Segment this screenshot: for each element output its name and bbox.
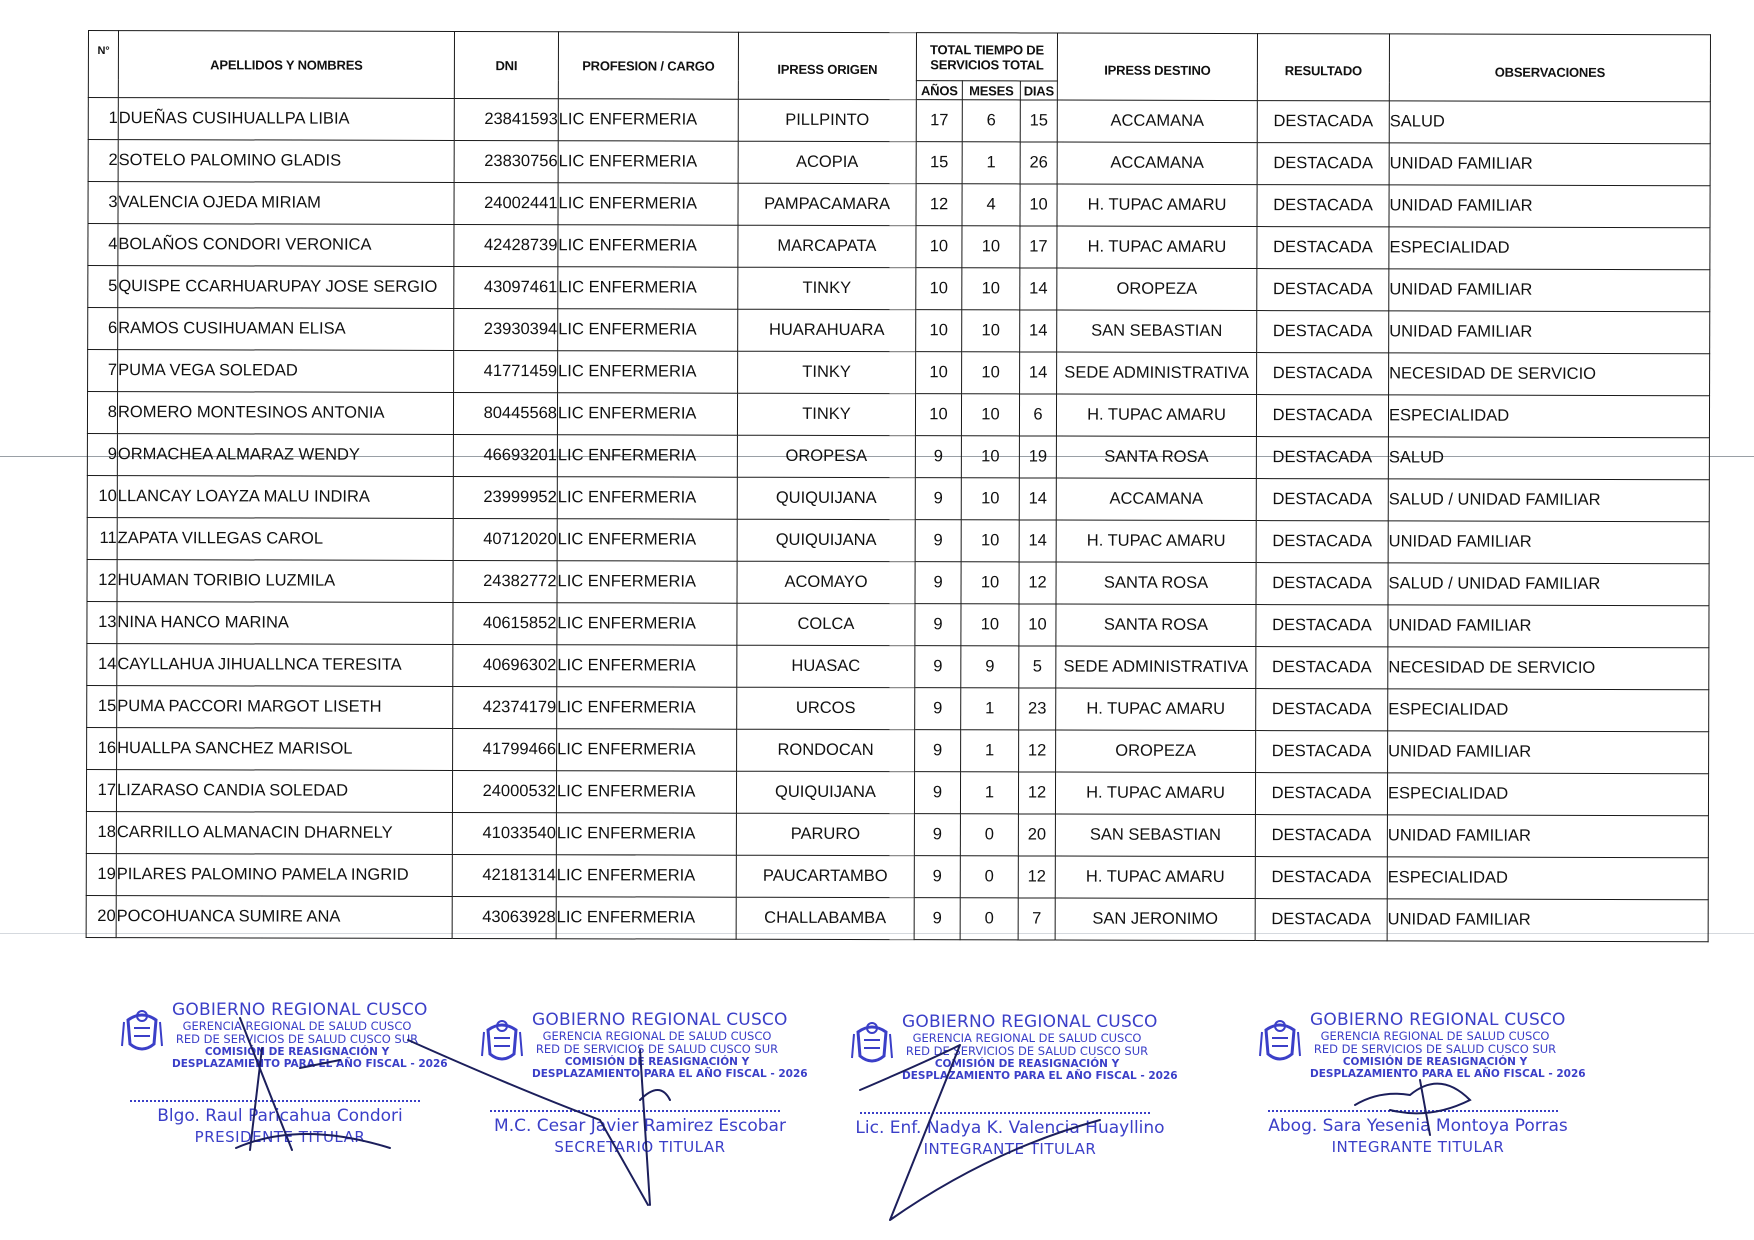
employee-profession: LIC ENFERMERIA [557,729,737,771]
employee-dni: 42181314 [452,854,556,896]
employee-dni: 41771459 [454,350,558,392]
service-days: 12 [1018,856,1055,898]
stamp-dept: GERENCIA REGIONAL DE SALUD CUSCO [542,1029,772,1043]
service-days: 12 [1018,772,1055,814]
result-status: DESTACADA [1257,227,1389,269]
ipress-destination: SAN JERONIMO [1055,898,1255,941]
header-name: APELLIDOS Y NOMBRES [118,31,454,99]
ipress-origin: PILLPINTO [738,99,916,141]
service-years: 10 [916,226,962,268]
stamp-dept: GERENCIA REGIONAL DE SALUD CUSCO [912,1031,1142,1045]
result-status: DESTACADA [1256,605,1388,647]
service-years: 10 [915,394,961,436]
service-days: 14 [1020,352,1057,394]
observations: SALUD / UNIDAD FAMILIAR [1388,563,1709,606]
signer-role: SECRETARIO TITULAR [554,1138,726,1156]
stamp-network: RED DE SERVICIOS DE SALUD CUSCO SUR [905,1044,1149,1058]
stamp-dept: GERENCIA REGIONAL DE SALUD CUSCO [182,1019,412,1033]
ipress-destination: H. TUPAC AMARU [1056,520,1256,563]
ipress-destination: ACCAMANA [1057,100,1257,143]
employee-profession: LIC ENFERMERIA [558,141,738,183]
service-months: 10 [961,520,1019,562]
observations: SALUD [1389,101,1710,144]
ipress-origin: COLCA [737,603,915,645]
employee-profession: LIC ENFERMERIA [558,99,738,141]
employee-dni: 42428739 [454,224,558,266]
ipress-destination: OROPEZA [1057,268,1257,311]
service-years: 9 [914,898,960,940]
service-days: 17 [1020,226,1057,268]
employee-dni: 23841593 [454,98,558,140]
header-profession: PROFESION / CARGO [558,32,738,99]
employee-name: BOLAÑOS CONDORI VERONICA [118,224,454,267]
observations: UNIDAD FAMILIAR [1388,521,1709,564]
service-days: 19 [1019,436,1056,478]
stamp-commission: COMISIÓN DE REASIGNACIÓN Y [204,1046,390,1058]
employee-dni: 42374179 [453,686,557,728]
signer-role: PRESIDENTE TITULAR [194,1128,366,1146]
service-months: 0 [960,856,1018,898]
ipress-destination: H. TUPAC AMARU [1055,772,1255,815]
employee-profession: LIC ENFERMERIA [556,897,736,939]
header-dni: DNI [454,31,558,98]
row-number: 15 [87,685,117,727]
ipress-destination: H. TUPAC AMARU [1055,856,1255,899]
ipress-destination: SANTA ROSA [1056,436,1256,479]
service-months: 0 [960,814,1018,856]
result-status: DESTACADA [1256,563,1388,605]
result-status: DESTACADA [1257,269,1389,311]
service-days: 10 [1020,184,1057,226]
header-result: RESULTADO [1257,34,1389,101]
ipress-origin: RONDOCAN [737,729,915,771]
result-status: DESTACADA [1256,437,1388,479]
service-years: 9 [915,562,961,604]
ipress-origin: OROPESA [737,435,915,477]
employee-name: LIZARASO CANDIA SOLEDAD [116,770,452,813]
result-status: DESTACADA [1255,815,1387,857]
service-months: 10 [961,394,1019,436]
stamp-period: DESPLAZAMIENTO PARA EL AÑO FISCAL - 2026 [1310,1068,1586,1080]
employee-profession: LIC ENFERMERIA [558,183,738,225]
result-status: DESTACADA [1257,101,1389,143]
result-status: DESTACADA [1256,731,1388,773]
result-status: DESTACADA [1256,521,1388,563]
observations: ESPECIALIDAD [1388,395,1709,438]
stamp-commission: COMISIÓN DE REASIGNACIÓN Y [1342,1056,1528,1068]
ipress-origin: HUASAC [737,645,915,687]
result-status: DESTACADA [1256,647,1388,689]
employee-name: ROMERO MONTESINOS ANTONIA [117,392,453,435]
ipress-destination: H. TUPAC AMARU [1057,184,1257,227]
ipress-destination: H. TUPAC AMARU [1057,226,1257,269]
service-months: 1 [960,772,1018,814]
service-days: 14 [1020,310,1057,352]
ipress-origin: ACOMAYO [737,561,915,603]
employee-name: NINA HANCO MARINA [117,602,453,645]
signer-role: INTEGRANTE TITULAR [1331,1138,1505,1156]
row-number: 9 [87,433,117,475]
row-number: 13 [87,601,117,643]
service-days: 12 [1019,730,1056,772]
service-days: 20 [1018,814,1055,856]
employee-dni: 43063928 [452,896,556,938]
stamp-period: DESPLAZAMIENTO PARA EL AÑO FISCAL - 2026 [532,1068,808,1080]
employee-name: PUMA PACCORI MARGOT LISETH [117,686,453,729]
row-number: 8 [87,392,117,434]
ipress-destination: OROPEZA [1056,730,1256,773]
row-number: 12 [87,559,117,601]
observations: UNIDAD FAMILIAR [1388,605,1709,648]
result-status: DESTACADA [1256,479,1388,521]
service-years: 9 [915,730,961,772]
signer-name: Abog. Sara Yesenia Montoya Porras [1268,1116,1568,1136]
service-days: 10 [1019,604,1056,646]
employee-profession: LIC ENFERMERIA [557,645,737,687]
ipress-destination: H. TUPAC AMARU [1056,394,1256,437]
row-number: 4 [88,224,118,266]
stamp-period: DESPLAZAMIENTO PARA EL AÑO FISCAL - 2026 [172,1058,448,1070]
service-days: 14 [1020,268,1057,310]
employee-profession: LIC ENFERMERIA [558,351,738,393]
service-days: 5 [1019,646,1056,688]
employee-name: RAMOS CUSIHUAMAN ELISA [118,308,454,351]
ipress-origin: URCOS [737,687,915,729]
stamp-network: RED DE SERVICIOS DE SALUD CUSCO SUR [535,1042,779,1056]
ipress-origin: MARCAPATA [738,225,916,267]
ipress-origin: TINKY [738,351,916,393]
ipress-destination: SAN SEBASTIAN [1057,310,1257,353]
header-months: MESES [962,81,1020,100]
employee-name: CARRILLO ALMANACIN DHARNELY [116,812,452,855]
service-years: 17 [916,100,962,142]
ipress-origin: CHALLABAMBA [736,897,914,939]
result-status: DESTACADA [1257,143,1389,185]
employee-dni: 40696302 [453,644,557,686]
stamp-period: DESPLAZAMIENTO PARA EL AÑO FISCAL - 2026 [902,1070,1178,1082]
result-status: DESTACADA [1257,185,1389,227]
employee-name: QUISPE CCARHUARUPAY JOSE SERGIO [118,266,454,309]
employee-profession: LIC ENFERMERIA [557,435,737,477]
signer-role: INTEGRANTE TITULAR [923,1140,1097,1158]
employee-dni: 80445568 [453,392,557,434]
row-number: 18 [86,811,116,853]
employee-name: HUAMAN TORIBIO LUZMILA [117,560,453,603]
service-months: 10 [962,352,1020,394]
row-number: 10 [87,475,117,517]
signer-name: Blgo. Raul Paricahua Condori [157,1106,403,1126]
service-months: 10 [962,268,1020,310]
employee-dni: 40712020 [453,518,557,560]
row-number: 7 [88,350,118,392]
result-status: DESTACADA [1255,857,1387,899]
service-years: 9 [915,520,961,562]
stamp-network: RED DE SERVICIOS DE SALUD CUSCO SUR [1313,1042,1557,1056]
header-destination: IPRESS DESTINO [1057,33,1257,101]
ipress-destination: ACCAMANA [1056,478,1256,521]
ipress-destination: SEDE ADMINISTRATIVA [1057,352,1257,395]
stamp-network: RED DE SERVICIOS DE SALUD CUSCO SUR [175,1032,419,1046]
stamp-org: GOBIERNO REGIONAL CUSCO [902,1012,1158,1032]
result-status: DESTACADA [1255,899,1387,941]
observations: ESPECIALIDAD [1389,227,1710,270]
observations: ESPECIALIDAD [1387,773,1708,816]
service-days: 15 [1020,100,1057,142]
header-origin: IPRESS ORIGEN [738,32,916,99]
employee-profession: LIC ENFERMERIA [557,393,737,435]
header-service-time: TOTAL TIEMPO DE SERVICIOS TOTAL [916,33,1057,81]
ipress-destination: ACCAMANA [1057,142,1257,185]
observations: UNIDAD FAMILIAR [1389,269,1710,312]
ipress-origin: PARURO [736,813,914,855]
employee-name: HUALLPA SANCHEZ MARISOL [117,728,453,771]
ipress-destination: SANTA ROSA [1056,604,1256,647]
employee-dni: 23999952 [453,476,557,518]
observations: UNIDAD FAMILIAR [1389,143,1710,186]
observations: UNIDAD FAMILIAR [1388,731,1709,774]
ipress-destination: H. TUPAC AMARU [1056,688,1256,731]
service-days: 14 [1019,478,1056,520]
stamp-commission: COMISIÓN DE REASIGNACIÓN Y [934,1058,1120,1070]
stamp-org: GOBIERNO REGIONAL CUSCO [1310,1010,1566,1030]
header-days: DIAS [1020,81,1057,100]
ipress-origin: TINKY [738,267,916,309]
result-status: DESTACADA [1257,311,1389,353]
ipress-origin: PAMPACAMARA [738,183,916,225]
observations: NECESIDAD DE SERVICIO [1389,353,1710,396]
header-observations: OBSERVACIONES [1389,34,1710,102]
ipress-origin: QUIQUIJANA [737,519,915,561]
header-num: N° [88,31,118,98]
signer-name: Lic. Enf. Nadya K. Valencia Huayllino [855,1118,1165,1138]
employee-dni: 41033540 [452,812,556,854]
employee-dni: 23930394 [454,308,558,350]
service-years: 9 [914,856,960,898]
employee-name: CAYLLAHUA JIHUALLNCA TERESITA [117,644,453,687]
service-years: 9 [915,688,961,730]
stamp-dept: GERENCIA REGIONAL DE SALUD CUSCO [1320,1029,1550,1043]
service-years: 10 [916,268,962,310]
ipress-destination: SEDE ADMINISTRATIVA [1056,646,1256,689]
service-years: 12 [916,184,962,226]
employee-dni: 23830756 [454,140,558,182]
employee-profession: LIC ENFERMERIA [556,813,736,855]
service-months: 10 [961,562,1019,604]
service-months: 6 [962,100,1020,142]
ipress-origin: TINKY [737,393,915,435]
observations: NECESIDAD DE SERVICIO [1388,647,1709,690]
employee-profession: LIC ENFERMERIA [558,309,738,351]
ipress-destination: SAN SEBASTIAN [1055,814,1255,857]
employee-dni: 46693201 [453,434,557,476]
header-years: AÑOS [916,81,962,100]
employee-dni: 24000532 [452,770,556,812]
observations: UNIDAD FAMILIAR [1387,815,1708,858]
employee-name: LLANCAY LOAYZA MALU INDIRA [117,476,453,519]
ipress-destination: SANTA ROSA [1056,562,1256,605]
row-number: 19 [86,853,116,895]
service-years: 9 [914,772,960,814]
employee-profession: LIC ENFERMERIA [557,519,737,561]
service-days: 23 [1019,688,1056,730]
row-number: 16 [87,727,117,769]
observations: ESPECIALIDAD [1388,689,1709,732]
row-number: 5 [88,266,118,308]
employee-profession: LIC ENFERMERIA [557,603,737,645]
service-years: 10 [916,352,962,394]
stamp-org: GOBIERNO REGIONAL CUSCO [532,1010,788,1030]
service-months: 10 [962,310,1020,352]
service-months: 9 [961,646,1019,688]
employee-profession: LIC ENFERMERIA [556,771,736,813]
employee-name: ZAPATA VILLEGAS CAROL [117,518,453,561]
row-number: 1 [88,98,118,140]
row-number: 17 [86,769,116,811]
result-status: DESTACADA [1256,689,1388,731]
service-months: 1 [961,688,1019,730]
employee-profession: LIC ENFERMERIA [558,225,738,267]
service-years: 9 [915,646,961,688]
employee-profession: LIC ENFERMERIA [557,477,737,519]
row-number: 3 [88,182,118,224]
service-days: 7 [1018,898,1055,940]
ipress-origin: PAUCARTAMBO [736,855,914,897]
observations: SALUD / UNIDAD FAMILIAR [1388,479,1709,522]
service-months: 1 [962,142,1020,184]
service-years: 15 [916,142,962,184]
observations: ESPECIALIDAD [1387,857,1708,900]
employee-dni: 43097461 [454,266,558,308]
ipress-origin: ACOPIA [738,141,916,183]
employee-dni: 24002441 [454,182,558,224]
employee-name: SOTELO PALOMINO GLADIS [118,140,454,183]
row-number: 11 [87,517,117,559]
ipress-origin: HUARAHUARA [738,309,916,351]
stamp-org: GOBIERNO REGIONAL CUSCO [172,1000,428,1020]
service-months: 10 [961,478,1019,520]
row-number: 2 [88,140,118,182]
service-months: 10 [961,436,1019,478]
service-days: 12 [1019,562,1056,604]
employee-name: POCOHUANCA SUMIRE ANA [116,896,452,939]
employee-dni: 41799466 [453,728,557,770]
service-years: 9 [915,478,961,520]
employee-name: DUEÑAS CUSIHUALLPA LIBIA [118,98,454,141]
service-months: 10 [961,604,1019,646]
employee-profession: LIC ENFERMERIA [556,855,736,897]
service-years: 9 [915,436,961,478]
observations: UNIDAD FAMILIAR [1389,311,1710,354]
employee-dni: 24382772 [453,560,557,602]
result-status: DESTACADA [1257,353,1389,395]
service-years: 9 [914,814,960,856]
service-years: 10 [916,310,962,352]
observations: UNIDAD FAMILIAR [1389,185,1710,228]
signer-name: M.C. Cesar Javier Ramirez Escobar [494,1116,786,1136]
stamp-commission: COMISIÓN DE REASIGNACIÓN Y [564,1056,750,1068]
row-number: 6 [88,308,118,350]
observations: UNIDAD FAMILIAR [1387,899,1708,942]
employee-profession: LIC ENFERMERIA [557,561,737,603]
service-days: 6 [1019,394,1056,436]
ipress-origin: QUIQUIJANA [736,771,914,813]
row-number: 20 [86,895,116,937]
service-months: 4 [962,184,1020,226]
employee-name: PUMA VEGA SOLEDAD [118,350,454,393]
ipress-origin: QUIQUIJANA [737,477,915,519]
employee-profession: LIC ENFERMERIA [558,267,738,309]
service-months: 1 [961,730,1019,772]
employee-profession: LIC ENFERMERIA [557,687,737,729]
employee-name: ORMACHEA ALMARAZ WENDY [117,434,453,477]
row-number: 14 [87,643,117,685]
service-months: 10 [962,226,1020,268]
employee-name: VALENCIA OJEDA MIRIAM [118,182,454,225]
service-months: 0 [960,898,1018,940]
service-days: 26 [1020,142,1057,184]
service-years: 9 [915,604,961,646]
employee-name: PILARES PALOMINO PAMELA INGRID [116,854,452,897]
result-status: DESTACADA [1256,395,1388,437]
observations: SALUD [1388,437,1709,480]
employee-dni: 40615852 [453,602,557,644]
result-status: DESTACADA [1255,773,1387,815]
service-days: 14 [1019,520,1056,562]
